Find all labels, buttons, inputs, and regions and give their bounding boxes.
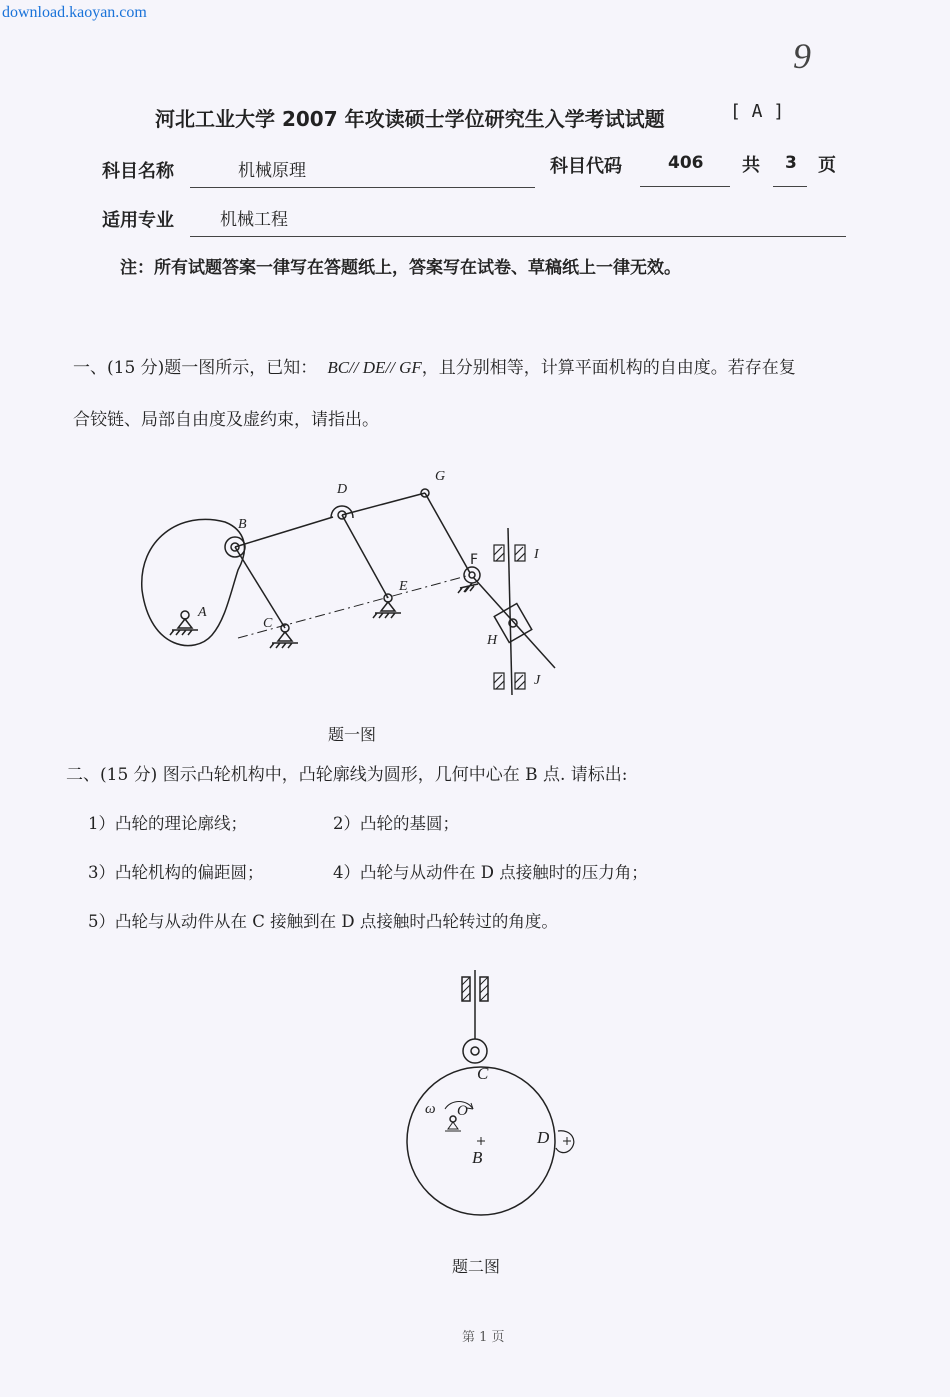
q1-label-j: J	[534, 673, 541, 688]
q1-ground-e	[373, 602, 401, 618]
pages-unit: 页	[818, 155, 836, 176]
q1-link-de	[342, 515, 388, 598]
handwritten-page-number: 9	[793, 36, 811, 76]
q1-label-d: D	[337, 482, 348, 497]
q1-link-fh	[473, 577, 555, 668]
q1-link-bc	[235, 547, 285, 628]
watermark-url: download.kaoyan.com	[2, 4, 147, 21]
q1-joint-f-outer	[464, 567, 480, 583]
subject-name-value: 机械原理	[238, 161, 306, 181]
q2-label-b: B	[472, 1148, 483, 1167]
q2-label-omega: ω	[425, 1101, 436, 1117]
q2-item-4: 4）凸轮与从动件在 D 点接触时的压力角；	[333, 863, 648, 882]
q1-intro-rest: ，且分别相等，计算平面机构的自由度。若存在复	[421, 358, 796, 378]
q1-ground-a	[170, 619, 198, 635]
q1-link-bd	[235, 517, 333, 547]
q2-figure-caption: 题二图	[452, 1257, 501, 1276]
q1-figure-caption: 题一图	[328, 725, 377, 744]
q1-label-g: G	[435, 469, 446, 484]
q1-frame-line	[238, 575, 470, 638]
q2-pivot-o	[450, 1116, 456, 1122]
exam-notice: 注：所有试题答案一律写在答题纸上，答案写在试卷、草稿纸上一律无效。	[120, 258, 681, 278]
q1-ground-f	[458, 583, 478, 593]
q2-label-d: D	[537, 1128, 550, 1147]
q2-pivot-support	[445, 1122, 461, 1131]
subject-code-label: 科目代码	[550, 156, 622, 177]
paper-version: [ A ]	[730, 101, 785, 122]
q2-center-b-cross	[477, 1137, 485, 1145]
subject-code-value: 406	[668, 153, 704, 173]
q2-roller-d	[556, 1131, 574, 1153]
q2-roller-pin	[471, 1047, 479, 1055]
total-pages-value: 3	[785, 153, 797, 173]
q1-text-line2: 合铰链、局部自由度及虚约束，请指出。	[73, 410, 379, 430]
subject-code-underline	[640, 186, 730, 187]
q2-item-3: 3）凸轮机构的偏距圆；	[88, 863, 264, 882]
q2-roller	[463, 1039, 487, 1063]
major-underline	[190, 236, 846, 237]
q1-label-h: H	[487, 633, 498, 648]
q1-guide-rod	[508, 528, 512, 695]
major-label: 适用专业	[102, 210, 174, 231]
q2-text-line1: 二、(15 分) 图示凸轮机构中，凸轮廓线为圆形，几何中心在 B 点. 请标出:	[66, 765, 628, 785]
subject-name-label: 科目名称	[102, 161, 174, 182]
q1-label-c: C	[263, 616, 273, 631]
q2-item-5: 5）凸轮与从动件从在 C 接触到在 D 点接触时凸轮转过的角度。	[88, 912, 558, 931]
q2-item-2: 2）凸轮的基圆；	[333, 814, 459, 833]
total-label: 共	[742, 155, 760, 176]
major-value: 机械工程	[220, 210, 288, 230]
q1-intro: 一、(15 分)题一图所示，已知：	[73, 358, 318, 378]
q1-ground-c	[270, 632, 298, 648]
q1-label-b: B	[238, 517, 247, 532]
q1-mechanism-figure	[130, 460, 570, 700]
exam-title: 河北工业大学 2007 年攻读硕士学位研究生入学考试试题	[155, 107, 665, 131]
q2-item-1: 1）凸轮的理论廓线；	[88, 814, 247, 833]
q2-label-o: O	[457, 1103, 468, 1119]
q1-label-f: F	[470, 552, 479, 568]
total-pages-underline	[773, 186, 807, 187]
q1-link-gf	[425, 493, 470, 573]
q2-roller-d-cross	[563, 1137, 571, 1145]
q1-label-e: E	[399, 579, 408, 594]
subject-name-underline	[190, 187, 535, 188]
q1-condition: BC// DE// GF	[327, 358, 422, 377]
q1-label-i: I	[534, 547, 539, 562]
q1-text-line1	[73, 353, 796, 378]
q1-link-dg	[342, 493, 425, 515]
page-footer: 第 1 页	[462, 1330, 505, 1345]
q1-label-a: A	[198, 605, 207, 620]
q2-cam-figure	[395, 965, 595, 1225]
q2-label-c: C	[477, 1064, 489, 1083]
